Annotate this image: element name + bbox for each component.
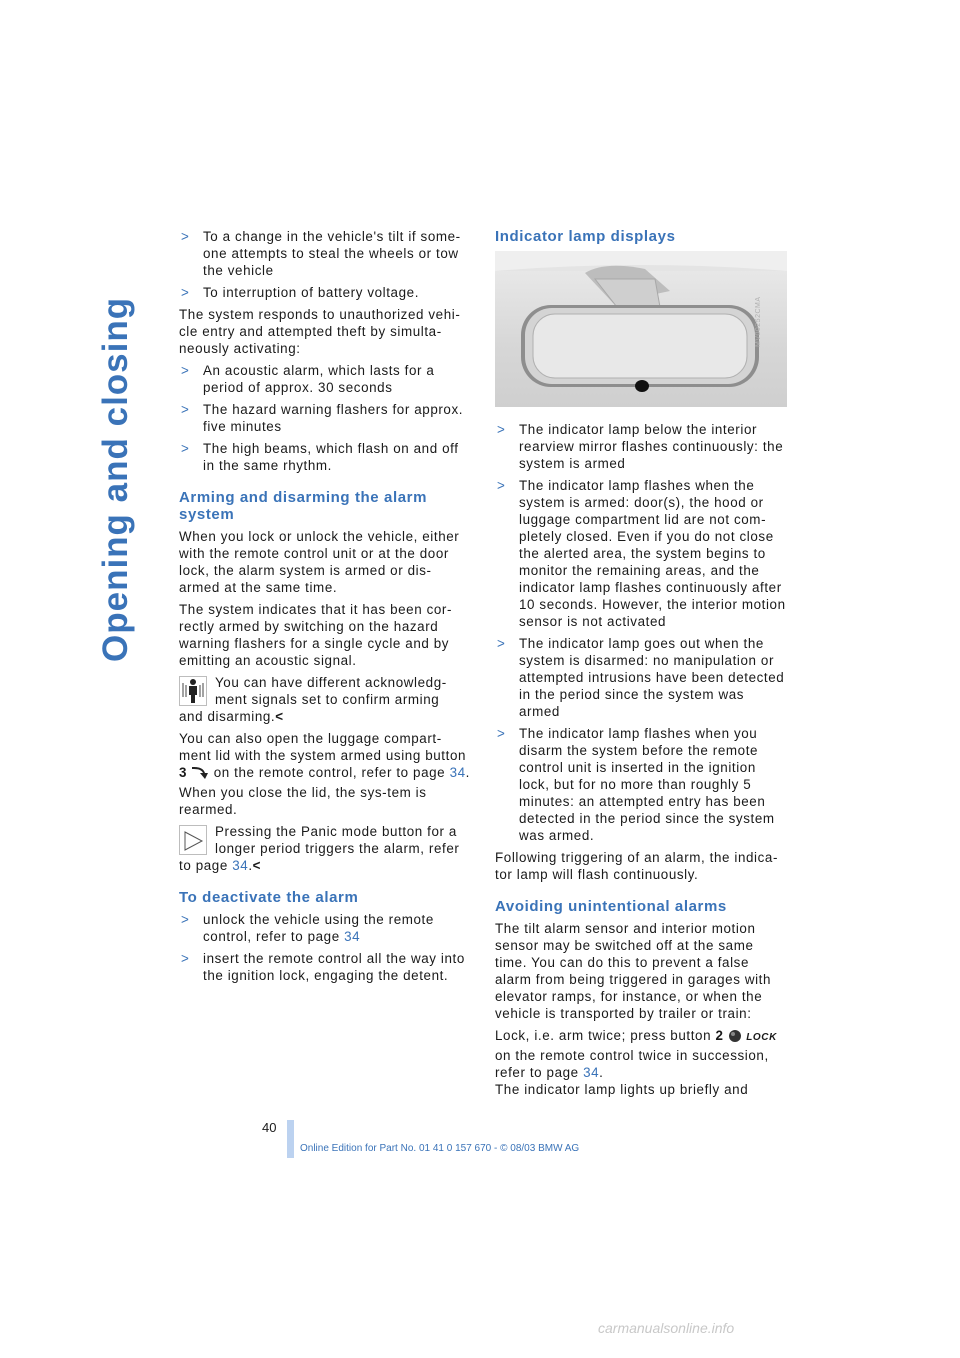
list-item: > The indicator lamp flashes when the system is armed: door(s), the hood or luggage compartment lid are not com-pletely closed. Even if you do not close the alerted area, the system begins to monitor the remaining areas, and the indicator lamp flashes continuously after 10 seconds. However, the interior motion sensor is not activated [497,478,786,629]
arming-paragraph: When you lock or unlock the vehicle, either with the remote control unit or at the door lock, the alarm system is armed or dis-armed at the same time. [179,529,460,595]
list-item: > The indicator lamp below the interior rearview mirror flashes continuously: the system is armed [497,422,784,471]
image-code: MV00252CMA [755,296,763,347]
lock-paragraph: Lock, i.e. arm twice; press button 2 LOCK on the remote control twice in succession, refer to page 34. The indicator lamp lights up briefly and [495,1028,777,1097]
deactivate-heading: To deactivate the alarm [179,889,359,906]
note-panic: Pressing the Panic mode button for a longer period triggers the alarm, refer to page 34.< [179,824,460,873]
section-side-title [96,232,166,672]
page-number: 40 [262,1120,277,1135]
list-item: > The indicator lamp flashes when you disarm the system before the remote control unit is inserted in the ignition lock, but for no more than roughly 5 minutes: an attempted entry has been detected in the period since the system was armed. [497,726,775,843]
list-item: > insert the remote control all the way into the ignition lock, engaging the detent. [181,951,465,983]
trunk-arrow-icon [191,766,209,784]
page-link[interactable]: 34 [344,929,361,944]
page-link[interactable]: 34 [583,1065,600,1080]
page-link[interactable]: 34 [232,858,249,873]
list-item: > To a change in the vehicle's tilt if some-one attempts to steal the wheels or tow the vehicle [181,229,461,278]
end-mark: < [275,709,284,724]
person-note-icon [179,676,207,706]
lock-label: LOCK [746,1032,777,1043]
intro-paragraph: The system responds to unauthorized vehi-cle entry and attempted theft by simulta-neously activating: [179,307,461,356]
right-column [495,228,789,1098]
section-title-text: Opening and closing [96,296,135,662]
footer-bar [287,1120,294,1158]
list-item: > The high beams, which flash on and off in the same rhythm. [181,441,459,473]
list-item: > The hazard warning flashers for approx. five minutes [181,402,464,434]
watermark: carmanualsonline.info [598,1320,735,1336]
list-item: > An acoustic alarm, which lasts for a period of approx. 30 seconds [181,363,435,395]
list-item: > unlock the vehicle using the remote control, refer to page 34 [181,912,434,944]
luggage-paragraph: You can also open the luggage compart-ment lid with the system armed using button 3 on the remote control, refer to page 34. When you close the lid, the sys-tem is rearmed. [179,731,470,817]
end-mark: < [252,858,262,873]
list-item: > To interruption of battery voltage. [181,285,420,300]
list-item: > The indicator lamp goes out when the system is disarmed: no manipulation or attempted intrusions have been detected in the period since the system was armed [497,636,785,719]
rearview-mirror-image [495,251,787,407]
avoid-paragraph: The tilt alarm sensor and interior motion sensor may be switched off at the same time. You can do this to prevent a false alarm from being triggered in garages with elevator ramps, for instance, or when the vehicle is transported by trailer or train: [495,921,772,1021]
following-paragraph: Following triggering of an alarm, the indica-tor lamp will flash continuously. [495,850,779,882]
lock-button-icon [728,1029,742,1047]
left-column [179,228,471,989]
page-link[interactable]: 34 [449,765,466,780]
footer-text: Online Edition for Part No. 01 41 0 157 670 - © 08/03 BMW AG [300,1143,580,1154]
warning-triangle-icon [179,825,207,855]
arming-indication-paragraph: The system indicates that it has been cor-rectly armed by switching on the hazard warning flashers for a single cycle and by emitting an acoustic signal. [179,602,453,668]
arming-heading: Arming and disarming the alarm system [179,489,428,523]
note-acknowledgment: You can have different acknowledg-ment signals set to confirm arming and disarming.< [179,675,447,724]
indicator-heading: Indicator lamp displays [495,228,676,245]
avoid-heading: Avoiding unintentional alarms [495,898,727,915]
